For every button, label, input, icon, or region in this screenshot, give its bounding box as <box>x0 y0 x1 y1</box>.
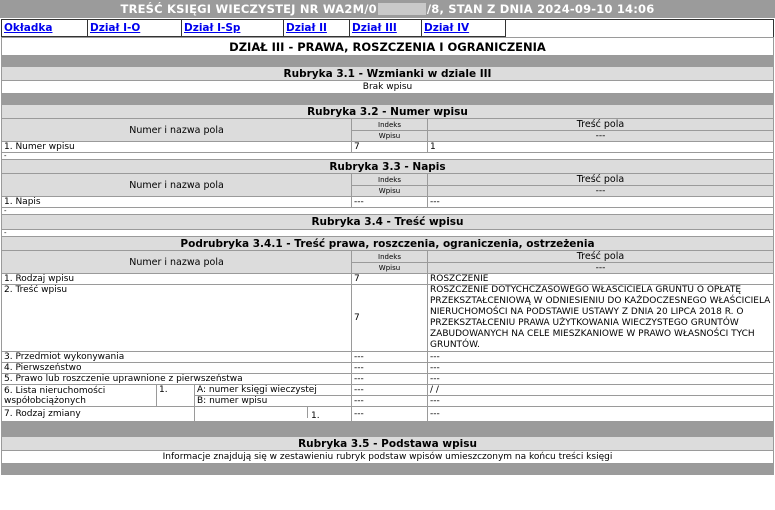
napis-value: --- <box>428 197 774 208</box>
content-dash: --- <box>428 263 774 274</box>
rubric-3-4-title: Rubryka 3.4 - Treść wpisu <box>2 215 774 230</box>
field-name-header: Numer i nazwa pola <box>2 174 352 197</box>
b-numer-wpisu-index: --- <box>352 396 428 407</box>
document-title <box>0 0 775 18</box>
rubric-3-3-title: Rubryka 3.3 - Napis <box>2 160 774 174</box>
title-prefix: TREŚĆ KSIĘGI WIECZYSTEJ NR WA2M/0 <box>120 2 377 16</box>
nav-dzial-ii-cell <box>284 20 350 37</box>
rodzaj-zmiany-spacer <box>195 407 308 418</box>
entry-header: Wpisu <box>352 263 428 274</box>
index-header: Indeks <box>352 119 428 131</box>
przedmiot-wykonywania-index: --- <box>352 352 428 363</box>
separator <box>2 56 774 67</box>
entry-header: Wpisu <box>352 131 428 142</box>
lista-nieruchomosci-label: 6. Lista nieruchomości współobciążonych <box>2 385 157 407</box>
rubric-3-1-value: Brak wpisu <box>2 81 774 94</box>
redacted-block <box>378 3 426 15</box>
nav-table <box>1 19 774 37</box>
rodzaj-zmiany-num-text: 1. <box>311 411 320 421</box>
nav-dzial-io-cell <box>88 20 182 37</box>
nav-link-dzial-i-o[interactable]: Dział I-O <box>90 22 141 34</box>
numer-wpisu-index: 7 <box>352 142 428 153</box>
rubric-3-1-title: Rubryka 3.1 - Wzmianki w dziale III <box>2 67 774 81</box>
dash-row: - <box>2 230 774 237</box>
tresc-wpisu-index: 7 <box>352 285 428 352</box>
dash-row: - <box>2 153 774 160</box>
nav-link-dzial-iii[interactable]: Dział III <box>352 22 397 34</box>
przedmiot-wykonywania-value: --- <box>428 352 774 363</box>
nav-link-okladka[interactable]: Okładka <box>4 22 53 34</box>
content-header: Treść pola <box>428 174 774 186</box>
rodzaj-zmiany-num <box>195 407 352 422</box>
section-title: DZIAŁ III - PRAWA, ROSZCZENIA I OGRANICZENIA <box>2 38 774 56</box>
rubric-3-2-title: Rubryka 3.2 - Numer wpisu <box>2 105 774 119</box>
content-dash: --- <box>428 186 774 197</box>
b-numer-wpisu-value: --- <box>428 396 774 407</box>
prawo-uprawnione-index: --- <box>352 374 428 385</box>
dash-row: - <box>2 208 774 215</box>
field-name-header: Numer i nazwa pola <box>2 119 352 142</box>
field-name-header: Numer i nazwa pola <box>2 251 352 274</box>
napis-index: --- <box>352 197 428 208</box>
content-header: Treść pola <box>428 119 774 131</box>
nav-okladka-cell <box>2 20 88 37</box>
nav-link-dzial-ii[interactable]: Dział II <box>286 22 327 34</box>
napis-label: 1. Napis <box>2 197 352 208</box>
separator <box>2 464 774 475</box>
przedmiot-wykonywania-label: 3. Przedmiot wykonywania <box>2 352 352 363</box>
index-header: Indeks <box>352 251 428 263</box>
pierwszenstwo-label: 4. Pierwszeństwo <box>2 363 352 374</box>
numer-ksiegi-value: / / <box>428 385 774 396</box>
nav-dzial-iii-cell <box>350 20 422 37</box>
nav-spacer <box>506 20 774 37</box>
content-header: Treść pola <box>428 251 774 263</box>
rodzaj-wpisu-value: ROSZCZENIE <box>428 274 774 285</box>
rodzaj-zmiany-label: 7. Rodzaj zmiany <box>2 407 195 422</box>
rodzaj-wpisu-index: 7 <box>352 274 428 285</box>
entry-header: Wpisu <box>352 186 428 197</box>
numer-wpisu-label: 1. Numer wpisu <box>2 142 352 153</box>
tresc-wpisu-label: 2. Treść wpisu <box>2 285 352 352</box>
rodzaj-wpisu-label: 1. Rodzaj wpisu <box>2 274 352 285</box>
nav-link-dzial-iv[interactable]: Dział IV <box>424 22 470 34</box>
pierwszenstwo-value: --- <box>428 363 774 374</box>
nav-dzial-iv-cell <box>422 20 506 37</box>
numer-wpisu-value: 1 <box>428 142 774 153</box>
rodzaj-zmiany-index: --- <box>352 407 428 422</box>
nav-link-dzial-i-sp[interactable]: Dział I-Sp <box>184 22 241 34</box>
numer-ksiegi-label: A: numer księgi wieczystej <box>195 385 352 396</box>
tresc-wpisu-value: ROSZCZENIE DOTYCHCZASOWEGO WŁAŚCICIELA GRUNTU O OPŁATĘ PRZEKSZTAŁCENIOWĄ W ODNIESIENIU DO KAŻDOCZESNEGO WŁAŚCICIELA NIERUCHOMOŚCI NA PODSTAWIE USTAWY Z DNIA 20 LIPCA 2018 R. O PRZEKSZTAŁCENIU PRAWA UŻYTKOWANIA WIECZYSTEGO GRUNTÓW ZABUDOWANYCH NA CELE MIESZKANIOWE W PRAWO WŁASNOŚCI TYCH GRUNTÓW. <box>428 285 774 352</box>
separator <box>2 94 774 105</box>
separator <box>2 422 774 437</box>
subrubric-3-4-1-title: Podrubryka 3.4.1 - Treść prawa, roszczenia, ograniczenia, ostrzeżenia <box>2 237 774 251</box>
numer-ksiegi-index: --- <box>352 385 428 396</box>
index-header: Indeks <box>352 174 428 186</box>
b-numer-wpisu-label: B: numer wpisu <box>195 396 352 407</box>
title-suffix: /8, STAN Z DNIA 2024-09-10 14:06 <box>426 2 655 16</box>
prawo-uprawnione-value: --- <box>428 374 774 385</box>
pierwszenstwo-index: --- <box>352 363 428 374</box>
prawo-uprawnione-label: 5. Prawo lub roszczenie uprawnione z pierwszeństwa <box>2 374 352 385</box>
content-dash: --- <box>428 131 774 142</box>
lista-nieruchomosci-num: 1. <box>157 385 195 407</box>
rubric-3-5-value: Informacje znajdują się w zestawieniu rubryk podstaw wpisów umieszczonym na końcu treści księgi <box>2 451 774 464</box>
content-table <box>1 37 774 475</box>
nav-dzial-isp-cell <box>182 20 284 37</box>
rodzaj-zmiany-value: --- <box>428 407 774 422</box>
rubric-3-5-title: Rubryka 3.5 - Podstawa wpisu <box>2 437 774 451</box>
